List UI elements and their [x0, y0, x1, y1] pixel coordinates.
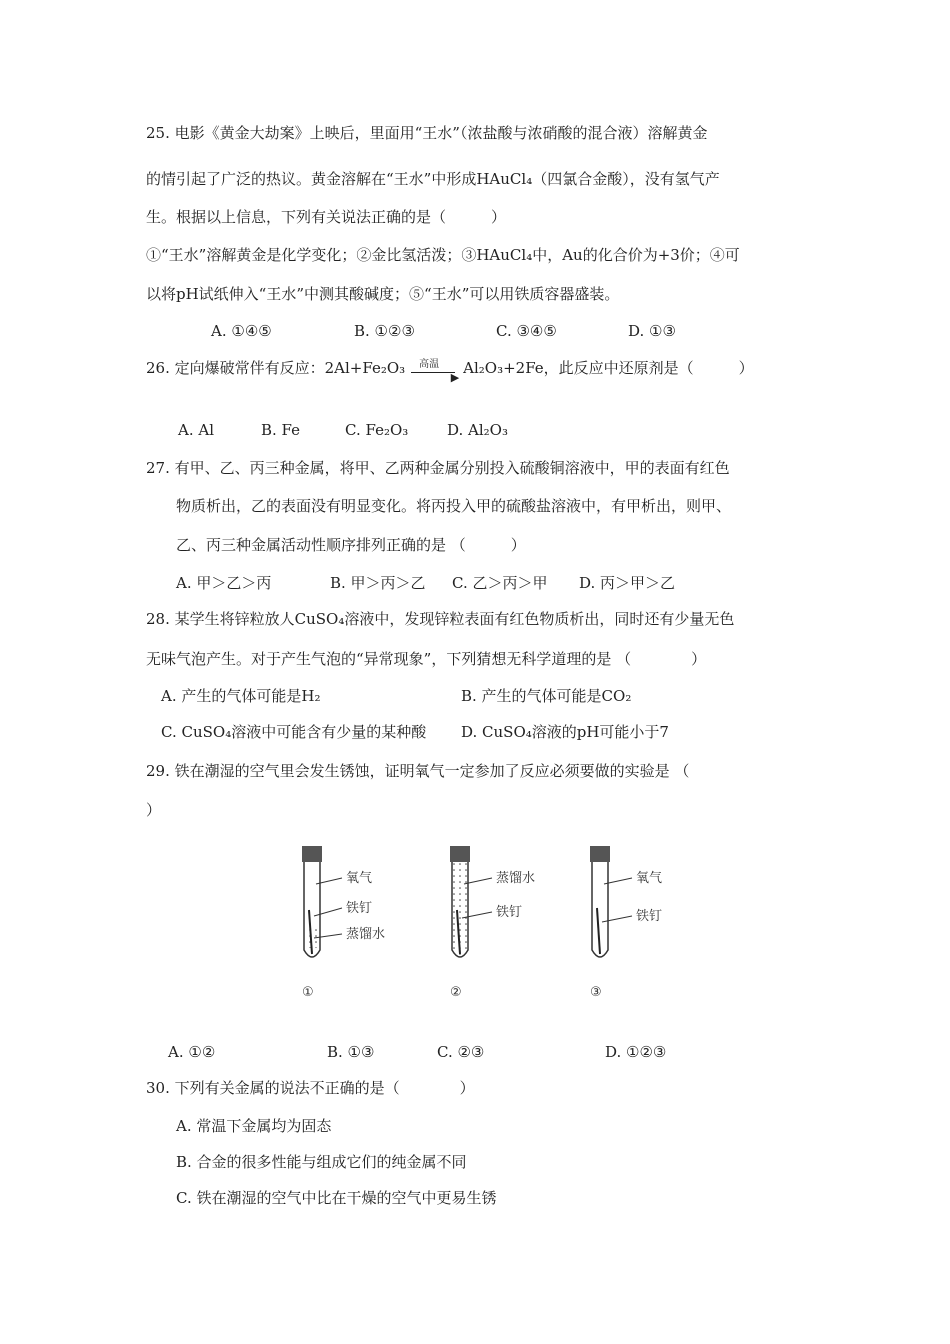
q25-option-d: D. ①③ — [628, 322, 676, 340]
test-tube-2 — [450, 846, 535, 1000]
q28-option-a: A. 产生的气体可能是H₂ — [161, 687, 321, 705]
q26-option-d: D. Al₂O₃ — [447, 421, 508, 439]
q28-line-1: 28. 某学生将锌粒放人CuSO₄溶液中，发现锌粒表面有红色物质析出，同时还有少量无色 — [146, 610, 735, 628]
q27-option-c: C. 乙＞丙＞甲 — [452, 574, 548, 592]
q29-option-d: D. ①②③ — [605, 1043, 667, 1061]
q28-option-c: C. CuSO₄溶液中可能含有少量的某种酸 — [161, 723, 427, 741]
q28-option-b: B. 产生的气体可能是CO₂ — [461, 687, 632, 705]
q25-line-5: 以将pH试纸伸入“王水”中测其酸碱度；⑤“王水”可以用铁质容器盛装。 — [146, 285, 620, 303]
reaction-arrow: 高温 ▶ — [411, 359, 457, 379]
tube2-label-nail: 铁钉 — [496, 905, 523, 920]
q30-option-a: A. 常温下金属均为固态 — [176, 1117, 332, 1135]
tube2-number: ② — [450, 985, 462, 1000]
q27-option-d: D. 丙＞甲＞乙 — [579, 574, 676, 592]
tube1-label-oxygen: 氧气 — [346, 871, 373, 886]
q29-option-b: B. ①③ — [327, 1043, 375, 1061]
q26-option-c: C. Fe₂O₃ — [345, 421, 409, 439]
q26-option-b: B. Fe — [261, 421, 301, 439]
test-tube-3 — [590, 846, 662, 1000]
q27-line-2: 物质析出，乙的表面没有明显变化。将丙投入甲的硫酸盐溶液中，有甲析出，则甲、 — [176, 497, 732, 515]
q25-line-2: 的情引起了广泛的热议。黄金溶解在“王水”中形成HAuCl₄（四氯合金酸），没有氢气产 — [146, 170, 720, 188]
q26-suffix: Al₂O₃+2Fe，此反应中还原剂是（ ） — [463, 359, 754, 377]
stopper-2 — [450, 846, 470, 862]
tube1-number: ① — [302, 985, 314, 1000]
tube3-label-nail: 铁钉 — [636, 909, 663, 924]
q27-line-1: 27. 有甲、乙、丙三种金属，将甲、乙两种金属分别投入硫酸铜溶液中，甲的表面有红色 — [146, 459, 730, 477]
reaction-condition: 高温 — [419, 359, 440, 370]
q29-line-1: 29. 铁在潮湿的空气里会发生锈蚀，证明氧气一定参加了反应必须要做的实验是 （ — [146, 762, 690, 780]
q29-line-2: ） — [146, 801, 162, 819]
q25-option-a: A. ①④⑤ — [211, 322, 272, 340]
q25-option-c: C. ③④⑤ — [496, 322, 557, 340]
test-tube-figure — [290, 838, 710, 1008]
q26-option-a: A. Al — [178, 421, 214, 439]
q29-option-a: A. ①② — [168, 1043, 216, 1061]
q28-option-d: D. CuSO₄溶液的pH可能小于7 — [461, 723, 669, 741]
q27-line-3: 乙、丙三种金属活动性顺序排列正确的是 （ ） — [176, 536, 526, 554]
q25-line-1: 25. 电影《黄金大劫案》上映后，里面用“王水”（浓盐酸与浓硝酸的混合液）溶解黄金 — [146, 124, 708, 142]
tube2-label-water: 蒸馏水 — [496, 871, 536, 886]
test-tube-1 — [302, 846, 385, 1000]
stopper-3 — [590, 846, 610, 862]
q26-stem — [146, 358, 754, 384]
tube3-number: ③ — [590, 985, 602, 1000]
q25-option-b: B. ①②③ — [354, 322, 415, 340]
tube1-label-water: 蒸馏水 — [346, 927, 386, 942]
q30-option-c: C. 铁在潮湿的空气中比在干燥的空气中更易生锈 — [176, 1189, 497, 1207]
q29-option-c: C. ②③ — [437, 1043, 485, 1061]
q25-line-3: 生。根据以上信息，下列有关说法正确的是（ ） — [146, 208, 507, 226]
q25-line-4: ①“王水”溶解黄金是化学变化；②金比氢活泼；③HAuCl₄中，Au的化合价为+3价；④可 — [146, 246, 740, 264]
q30-line-1: 30. 下列有关金属的说法不正确的是（ ） — [146, 1079, 475, 1097]
q27-option-a: A. 甲＞乙＞丙 — [176, 574, 272, 592]
q26-prefix: 26. 定向爆破常伴有反应：2Al+Fe₂O₃ — [146, 359, 406, 377]
stopper-1 — [302, 846, 322, 862]
tube3-label-oxygen: 氧气 — [636, 871, 663, 886]
iron-nail-3 — [597, 908, 600, 954]
q30-option-b: B. 合金的很多性能与组成它们的纯金属不同 — [176, 1153, 467, 1171]
q28-line-2: 无味气泡产生。对于产生气泡的“异常现象”，下列猜想无科学道理的是 （ ） — [146, 650, 707, 668]
tube1-label-nail: 铁钉 — [346, 901, 373, 916]
q27-option-b: B. 甲＞丙＞乙 — [330, 574, 426, 592]
